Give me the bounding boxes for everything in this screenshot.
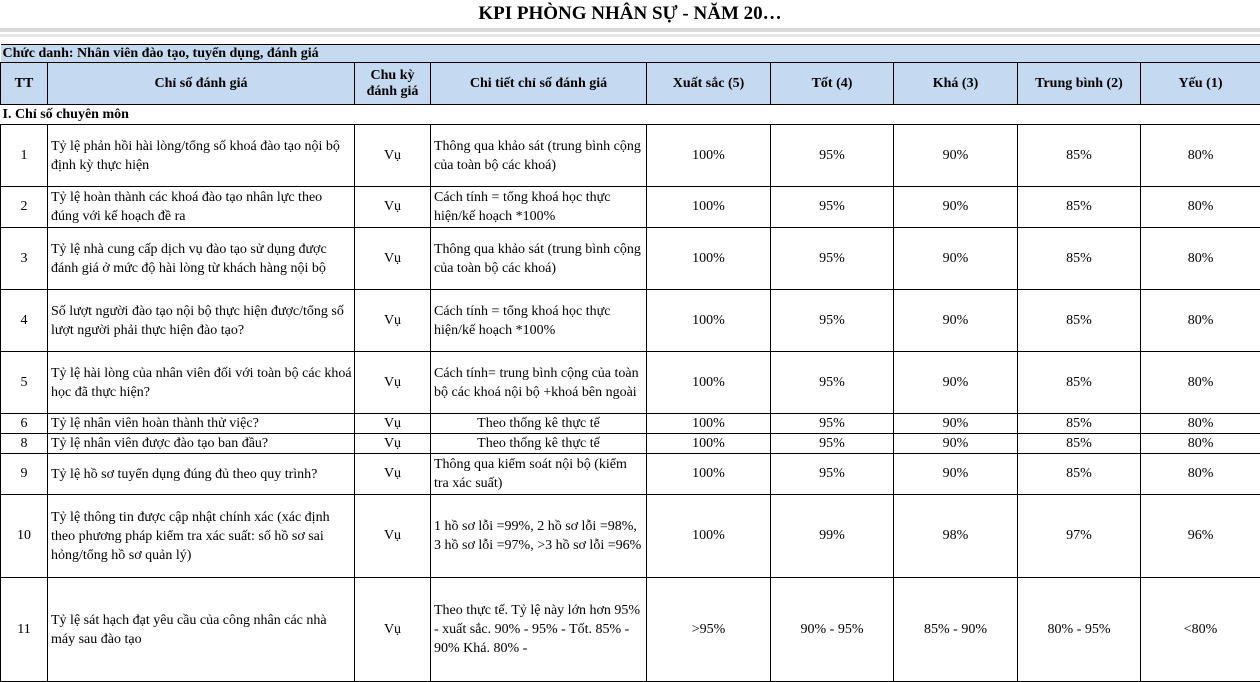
row-excellent: 100% (647, 454, 771, 495)
row-excellent: 100% (647, 352, 771, 414)
row-cycle: Vụ (355, 495, 431, 578)
row-indicator: Tỷ lệ nhân viên được đào tạo ban đầu? (48, 434, 355, 454)
row-average: 85% (1018, 434, 1141, 454)
row-fair: 90% (894, 125, 1018, 187)
row-indicator: Tỷ lệ hồ sơ tuyển dụng đúng đủ theo quy trình? (48, 454, 355, 495)
row-weak: 80% (1141, 454, 1260, 495)
row-detail: Thông qua kiểm soát nội bộ (kiểm tra xác suất) (431, 454, 647, 495)
row-fair: 90% (894, 454, 1018, 495)
section-heading: I. Chỉ số chuyên môn (1, 105, 1260, 125)
job-title: Chức danh: Nhân viên đào tạo, tuyển dụng, đánh giá (1, 45, 1260, 63)
row-excellent: >95% (647, 578, 771, 682)
row-cycle: Vụ (355, 578, 431, 682)
row-fair: 85% - 90% (894, 578, 1018, 682)
row-indicator: Tỷ lệ hài lòng của nhân viên đối với toàn bộ các khoá học đã thực hiện? (48, 352, 355, 414)
row-excellent: 100% (647, 125, 771, 187)
col-header-indicator: Chỉ số đánh giá (48, 63, 355, 105)
row-average: 85% (1018, 187, 1141, 228)
table-row (1, 495, 1260, 578)
row-indicator: Tỷ lệ phản hồi hài lòng/tổng số khoá đào tạo nội bộ định kỳ thực hiện (48, 125, 355, 187)
row-excellent: 100% (647, 228, 771, 290)
sheet-divider (0, 34, 1260, 37)
row-weak: 80% (1141, 290, 1260, 352)
row-cycle: Vụ (355, 290, 431, 352)
row-average: 97% (1018, 495, 1141, 578)
kpi-table (0, 44, 1260, 682)
row-good: 99% (771, 495, 894, 578)
row-good: 95% (771, 414, 894, 434)
row-good: 95% (771, 125, 894, 187)
row-excellent: 100% (647, 434, 771, 454)
row-fair: 98% (894, 495, 1018, 578)
row-detail: 1 hồ sơ lỗi =99%, 2 hồ sơ lỗi =98%, 3 hồ sơ lỗi =97%, >3 hồ sơ lỗi =96% (431, 495, 647, 578)
row-tt: 4 (1, 290, 48, 352)
table-row (1, 290, 1260, 352)
table-row (1, 125, 1260, 187)
row-indicator: Tỷ lệ thông tin được cập nhật chính xác (xác định theo phương pháp kiểm tra xác suất: số hồ sơ sai hỏng/tổng hồ sơ quản lý) (48, 495, 355, 578)
row-cycle: Vụ (355, 187, 431, 228)
row-tt: 10 (1, 495, 48, 578)
sheet-divider (0, 28, 1260, 32)
row-detail: Thông qua khảo sát (trung bình cộng của toàn bộ các khoá) (431, 228, 647, 290)
row-average: 85% (1018, 228, 1141, 290)
row-tt: 11 (1, 578, 48, 682)
row-fair: 90% (894, 434, 1018, 454)
row-detail: Thông qua khảo sát (trung bình cộng của toàn bộ các khoá) (431, 125, 647, 187)
row-cycle: Vụ (355, 414, 431, 434)
table-row (1, 228, 1260, 290)
row-indicator: Tỷ lệ nhân viên hoàn thành thử việc? (48, 414, 355, 434)
row-weak: <80% (1141, 578, 1260, 682)
row-tt: 8 (1, 434, 48, 454)
row-cycle: Vụ (355, 352, 431, 414)
col-header-tt: TT (1, 63, 48, 105)
col-header-cycle: Chu kỳ đánh giá (355, 63, 431, 105)
row-cycle: Vụ (355, 125, 431, 187)
row-average: 85% (1018, 290, 1141, 352)
row-average: 85% (1018, 125, 1141, 187)
row-detail: Theo thực tế. Tỷ lệ này lớn hơn 95% - xuất sắc. 90% - 95% - Tốt. 85% - 90% Khá. 80% - (431, 578, 647, 682)
row-cycle: Vụ (355, 228, 431, 290)
col-header-detail: Chi tiết chỉ số đánh giá (431, 63, 647, 105)
row-weak: 80% (1141, 228, 1260, 290)
row-weak: 80% (1141, 187, 1260, 228)
row-weak: 80% (1141, 125, 1260, 187)
row-fair: 90% (894, 290, 1018, 352)
row-tt: 2 (1, 187, 48, 228)
row-indicator: Tỷ lệ hoàn thành các khoá đào tạo nhân lực theo đúng với kế hoạch đề ra (48, 187, 355, 228)
row-average: 80% - 95% (1018, 578, 1141, 682)
row-weak: 80% (1141, 434, 1260, 454)
row-indicator: Tỷ lệ sát hạch đạt yêu cầu của công nhân các nhà máy sau đào tạo (48, 578, 355, 682)
row-weak: 96% (1141, 495, 1260, 578)
row-good: 95% (771, 228, 894, 290)
row-average: 85% (1018, 414, 1141, 434)
table-row (1, 434, 1260, 454)
row-excellent: 100% (647, 187, 771, 228)
row-fair: 90% (894, 228, 1018, 290)
row-tt: 9 (1, 454, 48, 495)
row-average: 85% (1018, 454, 1141, 495)
row-excellent: 100% (647, 414, 771, 434)
row-fair: 90% (894, 414, 1018, 434)
row-average: 85% (1018, 352, 1141, 414)
col-header-average: Trung bình (2) (1018, 63, 1141, 105)
row-detail: Cách tính = tổng khoá học thực hiện/kế hoạch *100% (431, 290, 647, 352)
col-header-excellent: Xuất sắc (5) (647, 63, 771, 105)
row-good: 95% (771, 187, 894, 228)
table-row (1, 414, 1260, 434)
row-tt: 1 (1, 125, 48, 187)
page-title: KPI PHÒNG NHÂN SỰ - NĂM 20… (0, 0, 1260, 28)
row-fair: 90% (894, 187, 1018, 228)
table-row (1, 454, 1260, 495)
row-good: 95% (771, 290, 894, 352)
row-tt: 3 (1, 228, 48, 290)
row-good: 95% (771, 434, 894, 454)
row-tt: 5 (1, 352, 48, 414)
row-cycle: Vụ (355, 454, 431, 495)
row-indicator: Số lượt người đào tạo nội bộ thực hiện được/tổng số lượt người phải thực hiện đào tạo? (48, 290, 355, 352)
table-row (1, 352, 1260, 414)
row-good: 90% - 95% (771, 578, 894, 682)
row-detail: Theo thống kê thực tế (431, 414, 647, 434)
row-excellent: 100% (647, 290, 771, 352)
col-header-good: Tốt (4) (771, 63, 894, 105)
row-detail: Theo thống kê thực tế (431, 434, 647, 454)
row-cycle: Vụ (355, 434, 431, 454)
row-indicator: Tỷ lệ nhà cung cấp dịch vụ đào tạo sử dụng được đánh giá ở mức độ hài lòng từ khách hàng nội bộ (48, 228, 355, 290)
row-weak: 80% (1141, 352, 1260, 414)
row-good: 95% (771, 454, 894, 495)
table-row (1, 578, 1260, 682)
row-tt: 6 (1, 414, 48, 434)
table-row (1, 187, 1260, 228)
col-header-fair: Khá (3) (894, 63, 1018, 105)
row-good: 95% (771, 352, 894, 414)
row-detail: Cách tính = tổng khoá học thực hiện/kế hoạch *100% (431, 187, 647, 228)
col-header-weak: Yếu (1) (1141, 63, 1260, 105)
row-fair: 90% (894, 352, 1018, 414)
row-detail: Cách tính= trung bình cộng của toàn bộ các khoá nội bộ +khoá bên ngoài (431, 352, 647, 414)
row-excellent: 100% (647, 495, 771, 578)
row-weak: 80% (1141, 414, 1260, 434)
